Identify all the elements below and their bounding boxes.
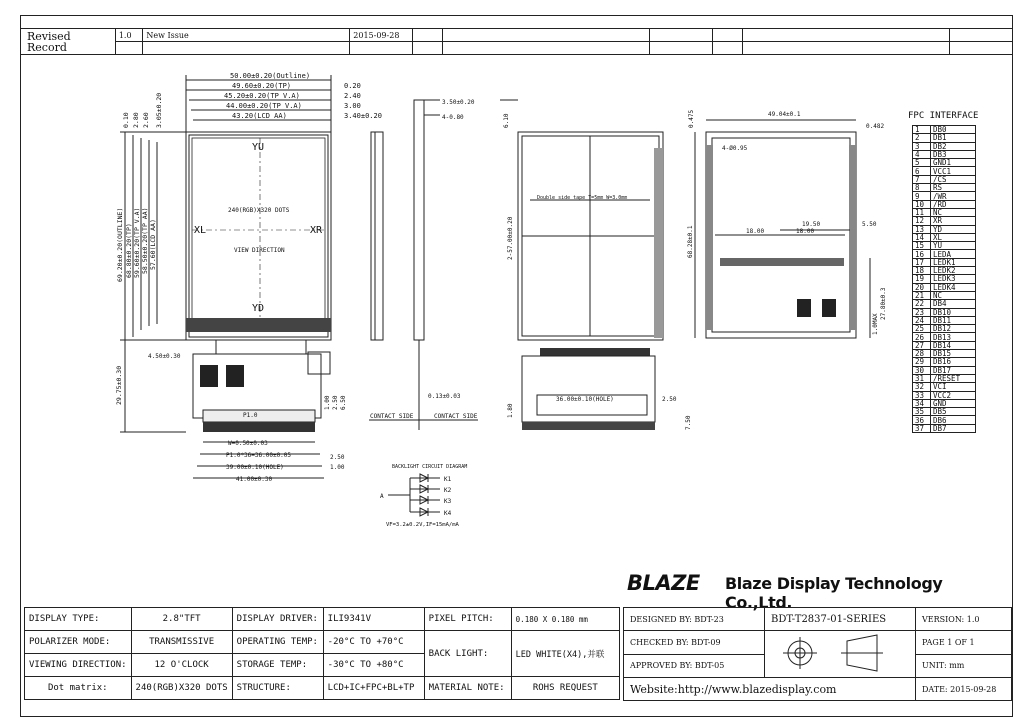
spec-polarizer-label: POLARIZER MODE: [25, 631, 132, 654]
fpc-pin-number: 32 [913, 383, 931, 391]
part-number: BDT-T2837-01-SERIES [765, 608, 916, 631]
label-pitch-p10: P1.0 [243, 412, 258, 419]
fpc-pin-signal: YU [931, 242, 976, 250]
fpc-pin-row [913, 350, 976, 358]
dim-bl-2780: 27.80±0.3 [880, 287, 887, 320]
revision-version: 1.0 [115, 29, 143, 42]
fpc-pin-signal: XR [931, 217, 976, 225]
fpc-pin-row [913, 142, 976, 150]
fpc-pin-row [913, 275, 976, 283]
fpc-pin-number: 31 [913, 374, 931, 382]
fpc-pin-number: 11 [913, 208, 931, 216]
fpc-pin-signal: DB14 [931, 341, 976, 349]
spec-structure-label: STRUCTURE: [232, 677, 323, 700]
fpc-pin-signal: YD [931, 225, 976, 233]
label-view-direction: VIEW DIRECTION [234, 247, 285, 254]
title-block [623, 607, 1012, 701]
fpc-pin-number: 4 [913, 150, 931, 158]
fpc-pin-number: 30 [913, 366, 931, 374]
fpc-pin-number: 24 [913, 316, 931, 324]
label-tape: Double side tape T=5mm W=3.0mm [537, 195, 628, 201]
dim-back-hole: 36.00±0.10(HOLE) [556, 396, 614, 403]
dim-side-thickness: 3.50±0.20 [442, 99, 475, 106]
dim-250: 2.50 [330, 454, 345, 461]
fpc-pin-row [913, 358, 976, 366]
fpc-pin-signal: DB0 [931, 126, 976, 134]
fpc-pin-row [913, 159, 976, 167]
fpc-pin-number: 23 [913, 308, 931, 316]
dim-bl-width: 49.04±0.1 [768, 111, 801, 118]
dim-height-tp-aa: 58.50±0.20(TP AA) [141, 207, 149, 274]
backlight-note: VF=3.2±0.2V,IF=15mA/mA [386, 522, 459, 528]
dim-side-480: 4-0.80 [442, 114, 464, 121]
fpc-pin-signal: DB5 [931, 408, 976, 416]
fpc-pin-number: 12 [913, 217, 931, 225]
fpc-pin-number: 3 [913, 142, 931, 150]
dim-right-0: 0.20 [344, 82, 361, 90]
fpc-pin-number: 21 [913, 291, 931, 299]
fpc-pin-signal: LEDK1 [931, 258, 976, 266]
fpc-interface-table [912, 125, 976, 433]
fpc-pin-signal: DB13 [931, 333, 976, 341]
fpc-pin-signal: LEDK2 [931, 267, 976, 275]
fpc-pin-number: 34 [913, 399, 931, 407]
fpc-pin-signal: XL [931, 233, 976, 241]
fpc-pin-row [913, 424, 976, 432]
backlight-k2: K2 [444, 487, 452, 494]
backlight-k3: K3 [444, 498, 452, 505]
fpc-pin-signal: LEDA [931, 250, 976, 258]
fpc-pin-signal: DB6 [931, 416, 976, 424]
fpc-pin-number: 10 [913, 200, 931, 208]
checked-by: CHECKED BY: BDT-09 [624, 631, 765, 655]
designed-by: DESIGNED BY: BDT-23 [624, 608, 765, 631]
projection-icon [765, 631, 903, 675]
label-dots: 240(RGB)X320 DOTS [228, 207, 290, 214]
fpc-pin-number: 35 [913, 408, 931, 416]
fpc-pin-signal: /CS [931, 175, 976, 183]
fpc-pin-row [913, 233, 976, 241]
spec-material-label: MATERIAL NOTE: [424, 677, 511, 700]
fpc-pin-row [913, 391, 976, 399]
date-field: DATE: 2015-09-28 [916, 678, 1012, 701]
dim-fpc-2: 2.50 [332, 395, 339, 410]
spec-backlight-label: BACK LIGHT: [424, 631, 511, 677]
fpc-pin-number: 22 [913, 300, 931, 308]
fpc-pin-number: 19 [913, 275, 931, 283]
spec-display-type-label: DISPLAY TYPE: [25, 608, 132, 631]
dim-left-1: 2.80 [132, 112, 140, 128]
dim-width-41: 41.00±0.30 [236, 476, 273, 483]
fpc-pin-signal: VCC2 [931, 391, 976, 399]
backlight-title: BACKLIGHT CIRCUIT DIAGRAM [392, 464, 468, 470]
fpc-pin-row [913, 208, 976, 216]
dim-bl-holes: 4-Ø0.95 [722, 145, 748, 152]
fpc-pin-signal: DB4 [931, 300, 976, 308]
dim-right-2: 3.00 [344, 102, 361, 110]
fpc-pin-number: 25 [913, 325, 931, 333]
label-yd: YD [252, 303, 265, 314]
approved-by: APPROVED BY: BDT-05 [624, 654, 765, 678]
fpc-pin-number: 5 [913, 159, 931, 167]
spec-pitch-label: PIXEL PITCH: [424, 608, 511, 631]
fpc-pin-row [913, 126, 976, 134]
fpc-pin-row [913, 200, 976, 208]
dim-bl-0475: 0.475 [688, 109, 695, 128]
version-field: VERSION: 1.0 [916, 608, 1012, 631]
fpc-pin-number: 37 [913, 424, 931, 432]
dim-tp-width: 49.60±0.20(TP) [232, 82, 292, 90]
dim-bl-1800a: 18.00 [746, 228, 765, 235]
fpc-pin-signal: /RESET [931, 374, 976, 382]
fpc-pin-row [913, 175, 976, 183]
dim-w: W=0.50±0.03 [228, 440, 268, 447]
spec-viewing: 12 O'CLOCK [131, 654, 232, 677]
fpc-pin-number: 33 [913, 391, 931, 399]
fpc-pin-number: 7 [913, 175, 931, 183]
spec-backlight: LED WHITE(X4),并联 [511, 631, 619, 677]
dim-100: 1.00 [330, 464, 345, 471]
fpc-pin-row [913, 316, 976, 324]
dim-left-3: 3.05±0.20 [155, 92, 163, 128]
fpc-interface-title: FPC INTERFACE [908, 111, 979, 121]
fpc-pin-signal: DB12 [931, 325, 976, 333]
dim-fpc-offset: 4.50±0.30 [148, 353, 181, 360]
spec-viewing-label: VIEWING DIRECTION: [25, 654, 132, 677]
dim-bl-550: 5.50 [862, 221, 877, 228]
fpc-pin-signal: RS [931, 184, 976, 192]
fpc-pin-row [913, 366, 976, 374]
label-xl: XL [194, 225, 207, 236]
dim-back-610: 6.10 [503, 113, 510, 128]
fpc-pin-row [913, 150, 976, 158]
fpc-pin-signal: GND1 [931, 159, 976, 167]
dim-bl-10: 1.0MAX [872, 313, 879, 335]
unit-field: UNIT: mm [916, 654, 1012, 678]
fpc-pin-row [913, 217, 976, 225]
dim-back-57: 2-57.00±0.20 [507, 216, 514, 260]
fpc-pin-signal: DB17 [931, 366, 976, 374]
fpc-pin-row [913, 134, 976, 142]
spec-display-type: 2.8"TFT [131, 608, 232, 631]
dim-bl-1950: 19.50 [802, 221, 821, 228]
fpc-pin-signal: DB7 [931, 424, 976, 432]
fpc-pin-row [913, 374, 976, 382]
dim-lcd-aa-width: 43.20(LCD AA) [232, 112, 287, 120]
dim-hole: 39.00±0.10(HOLE) [226, 464, 284, 471]
fpc-pin-number: 28 [913, 350, 931, 358]
fpc-pin-signal: VCI [931, 383, 976, 391]
fpc-pin-signal: /RD [931, 200, 976, 208]
page-field: PAGE 1 OF 1 [916, 631, 1012, 655]
fpc-pin-signal: /WR [931, 192, 976, 200]
dim-left-0: 0.10 [122, 112, 130, 128]
spec-storage-label: STORAGE TEMP: [232, 654, 323, 677]
fpc-pin-signal: VCC1 [931, 167, 976, 175]
spec-dot-matrix: 240(RGB)X320 DOTS [131, 677, 232, 700]
fpc-pin-number: 8 [913, 184, 931, 192]
fpc-pin-number: 17 [913, 258, 931, 266]
fpc-pin-row [913, 408, 976, 416]
fpc-pin-row [913, 416, 976, 424]
fpc-pin-row [913, 184, 976, 192]
dim-right-1: 2.40 [344, 92, 361, 100]
projection-symbol [765, 631, 916, 678]
fpc-pin-row [913, 308, 976, 316]
spec-op-temp: -20°C TO +70°C [323, 631, 424, 654]
fpc-pin-number: 16 [913, 250, 931, 258]
spec-driver: ILI9341V [323, 608, 424, 631]
spec-polarizer: TRANSMISSIVE [131, 631, 232, 654]
spec-op-temp-label: OPERATING TEMP: [232, 631, 323, 654]
fpc-pin-signal: DB3 [931, 150, 976, 158]
label-contact-side-1: CONTACT SIDE [370, 413, 414, 420]
spec-driver-label: DISPLAY DRIVER: [232, 608, 323, 631]
spec-storage: -30°C TO +80°C [323, 654, 424, 677]
fpc-pin-number: 26 [913, 333, 931, 341]
dim-height-tp-va: 59.60±0.20(TP V.A) [133, 207, 141, 278]
fpc-pin-number: 14 [913, 233, 931, 241]
fpc-pin-signal: DB16 [931, 358, 976, 366]
fpc-pin-number: 18 [913, 267, 931, 275]
dim-tp-va2-width: 44.00±0.20(TP V.A) [226, 102, 302, 110]
fpc-pin-number: 6 [913, 167, 931, 175]
dim-fpc-1: 1.00 [324, 395, 331, 410]
label-yu: YU [252, 142, 265, 153]
website: Website:http://www.blazedisplay.com [624, 678, 916, 701]
dim-back-180: 1.80 [507, 403, 514, 418]
fpc-pin-number: 15 [913, 242, 931, 250]
fpc-pin-signal: LEDK3 [931, 275, 976, 283]
dim-bl-0482: 0.482 [866, 123, 885, 130]
fpc-pin-row [913, 383, 976, 391]
spec-table [24, 607, 620, 700]
fpc-pin-number: 29 [913, 358, 931, 366]
fpc-pin-number: 36 [913, 416, 931, 424]
fpc-pin-signal: NC [931, 208, 976, 216]
dim-outline-width: 50.00±0.20(Outline) [230, 72, 311, 80]
blaze-logo: BLAZE [627, 571, 700, 595]
dim-tp-va-width: 45.20±0.20(TP V.A) [224, 92, 300, 100]
fpc-pin-signal: DB10 [931, 308, 976, 316]
fpc-pin-number: 1 [913, 126, 931, 134]
revision-date: 2015-09-28 [350, 29, 413, 42]
label-xr: XR [310, 225, 323, 236]
fpc-pin-row [913, 341, 976, 349]
revision-label: Revised Record [21, 29, 116, 55]
dim-height-outline: 69.20±0.20(OUTLINE) [116, 207, 124, 282]
spec-pitch: 0.180 X 0.180 mm [511, 608, 619, 631]
spec-dot-matrix-label: Dot matrix: [25, 677, 132, 700]
dim-height-lcd-aa: 57.60(LCD AA) [149, 219, 157, 270]
fpc-pin-row [913, 167, 976, 175]
fpc-pin-row [913, 283, 976, 291]
dim-bl-height: 68.28±0.1 [687, 225, 694, 258]
fpc-pin-signal: GND [931, 399, 976, 407]
fpc-pin-signal: DB2 [931, 142, 976, 150]
fpc-pin-row [913, 267, 976, 275]
fpc-pin-row [913, 291, 976, 299]
fpc-pin-number: 13 [913, 225, 931, 233]
fpc-pin-row [913, 250, 976, 258]
backlight-k1: K1 [444, 476, 452, 483]
dim-height-tp: 68.80±0.20(TP) [125, 223, 133, 278]
fpc-pin-row [913, 325, 976, 333]
dim-fpc-3: 6.50 [340, 395, 347, 410]
fpc-pin-number: 9 [913, 192, 931, 200]
fpc-pin-number: 27 [913, 341, 931, 349]
fpc-pin-row [913, 399, 976, 407]
fpc-pin-signal: DB11 [931, 316, 976, 324]
company-banner [623, 566, 1013, 612]
spec-structure: LCD+IC+FPC+BL+TP [323, 677, 424, 700]
dim-side-013: 0.13±0.03 [428, 393, 461, 400]
dim-pitch: P1.0*36=36.00±0.05 [226, 452, 292, 459]
fpc-pin-signal: NC [931, 291, 976, 299]
backlight-anode: A [380, 493, 384, 500]
label-contact-side-2: CONTACT SIDE [434, 413, 478, 420]
fpc-pin-row [913, 258, 976, 266]
dim-left-2: 2.60 [142, 112, 150, 128]
dim-back-250: 2.50 [662, 396, 677, 403]
backlight-k4: K4 [444, 510, 452, 517]
fpc-pin-row [913, 300, 976, 308]
dim-fpc-length: 29.75±0.30 [115, 365, 123, 405]
spec-material: ROHS REQUEST [511, 677, 619, 700]
dim-back-750: 7.50 [685, 415, 692, 430]
company-name: Blaze Display Technology Co.,Ltd. [725, 574, 943, 612]
dim-right-3: 3.40±0.20 [344, 112, 382, 120]
dim-bl-1800b: 18.00 [796, 228, 815, 235]
fpc-pin-signal: DB1 [931, 134, 976, 142]
revision-description: New Issue [143, 29, 350, 42]
fpc-pin-signal: DB15 [931, 350, 976, 358]
fpc-pin-row [913, 225, 976, 233]
fpc-pin-row [913, 192, 976, 200]
fpc-pin-number: 2 [913, 134, 931, 142]
fpc-pin-signal: LEDK4 [931, 283, 976, 291]
fpc-pin-row [913, 333, 976, 341]
fpc-pin-row [913, 242, 976, 250]
fpc-pin-number: 20 [913, 283, 931, 291]
